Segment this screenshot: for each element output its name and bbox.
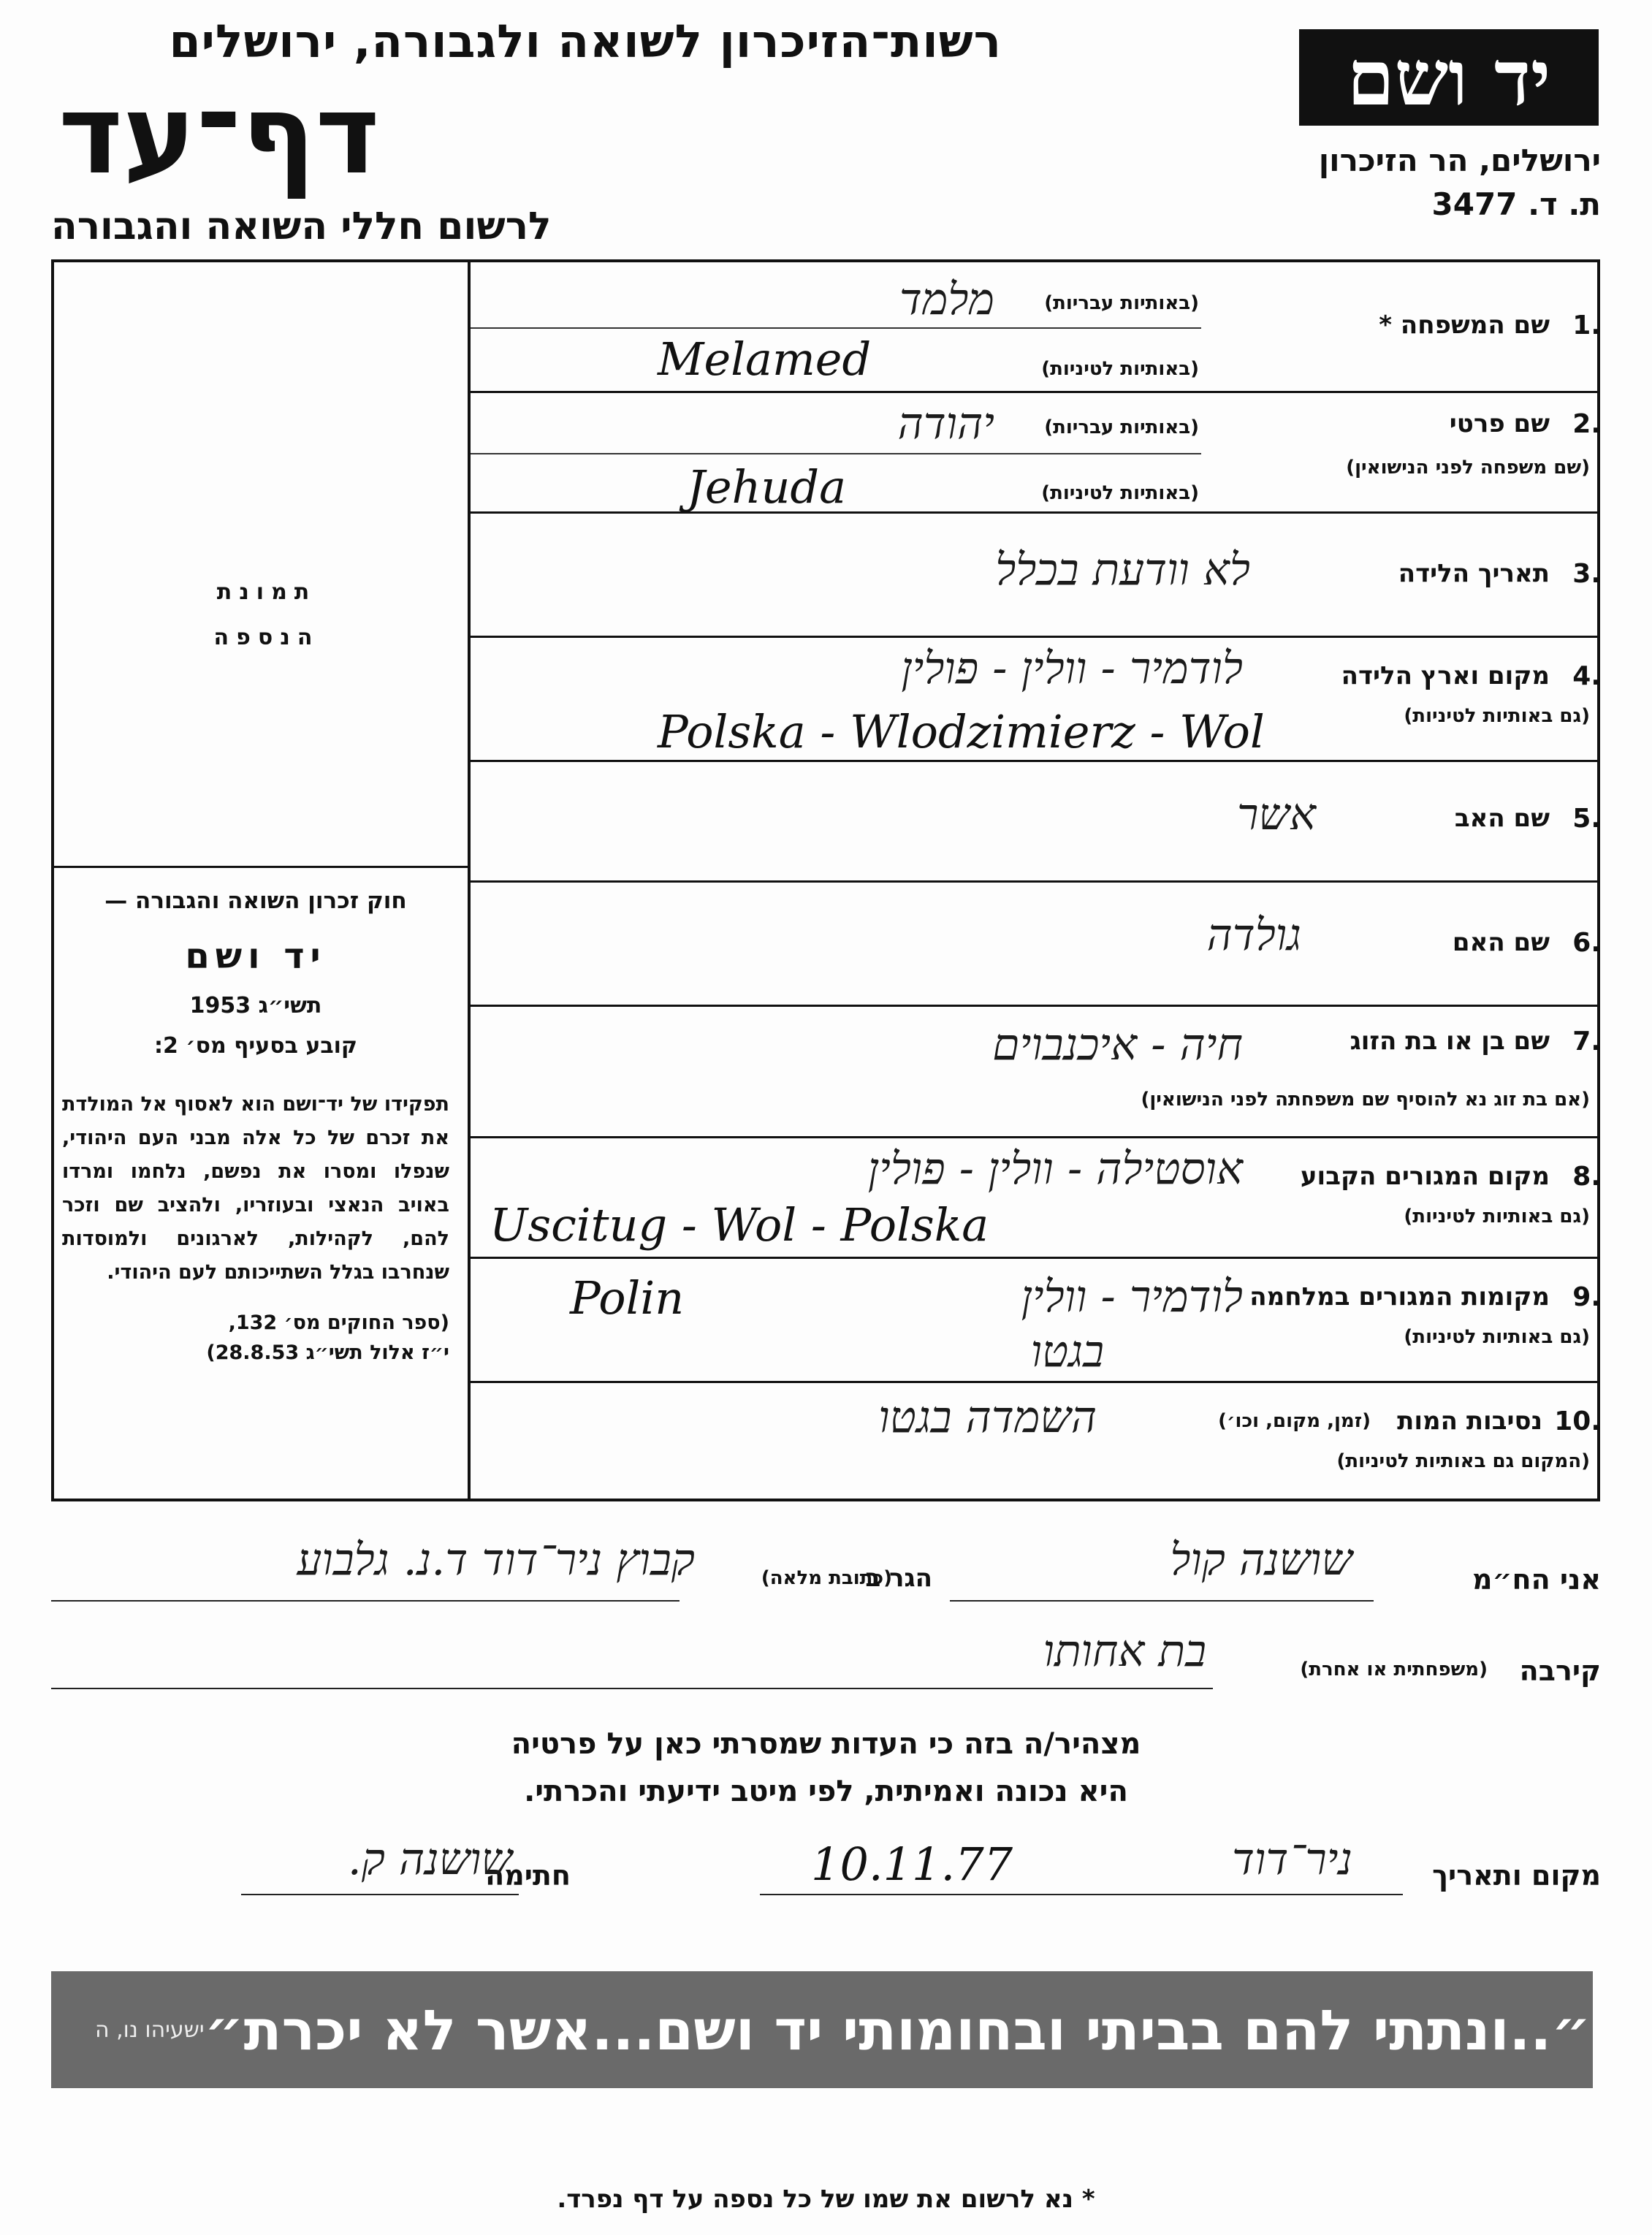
field-4-note: (גם באותיות לטיניות) bbox=[1404, 705, 1590, 727]
resides-label: הגר ב bbox=[865, 1564, 932, 1593]
row-separator bbox=[471, 760, 1600, 762]
relation-label: קירבה bbox=[1519, 1655, 1601, 1687]
field-6-label: שם האם bbox=[1452, 928, 1550, 957]
address-line-2: ת. ד. 3477 bbox=[1431, 186, 1601, 222]
signature-line bbox=[241, 1894, 519, 1895]
field-10-value[interactable]: השמדה בגטו bbox=[878, 1392, 1097, 1443]
field-4-latin-value[interactable]: Polska - Wlodzimierz - Wol bbox=[658, 705, 1265, 758]
address-line bbox=[51, 1600, 680, 1602]
field-8-latin-value[interactable]: Uscitug - Wol - Polska bbox=[490, 1198, 989, 1252]
row-separator bbox=[471, 1381, 1600, 1383]
field-9-note: (גם באותיות לטיניות) bbox=[1404, 1326, 1590, 1348]
writing-line bbox=[471, 327, 1201, 329]
relation-line bbox=[51, 1688, 1213, 1689]
field-7-number: 7. bbox=[1572, 1027, 1601, 1056]
place-value[interactable]: ניר־דוד bbox=[1232, 1834, 1352, 1885]
field-2-hebrew-hint: (באותיות עבריות) bbox=[1044, 416, 1199, 438]
law-reference-2: י״ז אלול תשי״ג 28.8.53) bbox=[206, 1341, 449, 1364]
field-7-label: שם בן או בת הזוג bbox=[1350, 1027, 1550, 1056]
field-5-number: 5. bbox=[1572, 804, 1601, 834]
law-text: תפקידו של יד־ושם הוא לאסוף אל המולדת את זכרם של כל אלה מבני העם היהודי, שנפלו ומסרו את נפשם, נלחמו ומרדו באויב הנאצי ובעוזריו, ולהציב שם וזכר להם, לקהילות, לארגונים ולמוסדות שנחרבו בגלל השתייכותם לעם היהודי. bbox=[62, 1093, 449, 1284]
law-section: קובע בסעיף מס׳ 2: bbox=[153, 1033, 358, 1059]
signature-label: חתימה bbox=[485, 1859, 571, 1892]
field-2-latin-value[interactable]: Jehuda bbox=[687, 460, 847, 514]
field-9-extra-value[interactable]: בגטו bbox=[1030, 1326, 1104, 1377]
place-date-line bbox=[760, 1894, 1403, 1895]
date-value[interactable]: 10.11.77 bbox=[811, 1838, 1013, 1891]
field-7-value[interactable]: חיה - איכנבוים bbox=[992, 1019, 1243, 1070]
address-hint: (כתובת מלאה) bbox=[761, 1567, 892, 1589]
address-value[interactable]: קבוץ ניר־דוד ד.נ. גלבוע bbox=[297, 1534, 695, 1585]
field-2-label: שם פרטי bbox=[1449, 409, 1550, 438]
row-separator bbox=[471, 1257, 1600, 1259]
field-1-hebrew-hint: (באותיות עבריות) bbox=[1044, 292, 1199, 314]
field-4-hebrew-value[interactable]: לודמיר - וולין - פולין bbox=[901, 643, 1243, 694]
address-line-1: ירושלים, הר הזיכרון bbox=[1318, 142, 1601, 178]
field-8-hebrew-value[interactable]: אוסטילה - וולין - פולין bbox=[867, 1143, 1243, 1195]
form-subtitle: לרשום חללי השואה והגבורה bbox=[51, 205, 552, 248]
quote-source: ישעיהו נו, ה bbox=[95, 2017, 205, 2043]
field-6-value[interactable]: גולדה bbox=[1206, 910, 1301, 961]
name-line bbox=[950, 1600, 1374, 1602]
relation-value[interactable]: בת אחותו bbox=[1043, 1626, 1206, 1677]
law-title: חוק זכרון השואה והגבורה — bbox=[104, 888, 407, 914]
field-10-hint: (זמן, מקום, וכו׳) bbox=[1218, 1410, 1371, 1432]
field-2-note: (שם משפחה לפני הנישואין) bbox=[1346, 457, 1590, 479]
field-8-number: 8. bbox=[1572, 1162, 1601, 1192]
field-7-note: (אם בת זוג נא להוסיף שם משפחתה לפני הנישואין) bbox=[1141, 1089, 1590, 1111]
field-9-number: 9. bbox=[1572, 1282, 1601, 1312]
field-1-latin-hint: (באותיות לטיניות) bbox=[1041, 358, 1199, 380]
statement-line-2: היא נכונה ואמיתית, לפי מיטב ידיעתי והכרתי. bbox=[524, 1775, 1128, 1808]
declarant-name-value[interactable]: שושנה קול bbox=[1170, 1534, 1352, 1585]
law-year: תשי״ג 1953 bbox=[189, 993, 322, 1018]
field-8-note: (גם באותיות לטיניות) bbox=[1404, 1206, 1590, 1227]
row-separator bbox=[471, 391, 1600, 393]
law-name: יד ושם bbox=[185, 936, 327, 977]
organization-title: רשות־הזיכרון לשואה ולגבורה, ירושלים bbox=[169, 15, 1002, 68]
quote-text: ״..ונתתי להם בביתי ובחומותי יד ושם...אשר לא יכרת״ bbox=[204, 1997, 1591, 2063]
row-separator bbox=[471, 511, 1600, 514]
field-4-number: 4. bbox=[1572, 661, 1601, 691]
field-3-number: 3. bbox=[1572, 559, 1601, 589]
field-8-label: מקום המגורים הקבוע bbox=[1300, 1162, 1550, 1191]
field-10-label: נסיבות המות bbox=[1397, 1406, 1542, 1436]
field-3-value[interactable]: לא וודעת בכלל bbox=[995, 544, 1250, 595]
row-separator bbox=[471, 636, 1600, 638]
field-1-label: שם המשפחה * bbox=[1379, 311, 1550, 340]
row-separator bbox=[471, 880, 1600, 883]
relation-hint: (משפחתית או אחרת) bbox=[1300, 1659, 1488, 1680]
field-10-number: 10. bbox=[1554, 1406, 1601, 1436]
field-1-latin-value[interactable]: Melamed bbox=[658, 332, 872, 386]
field-6-number: 6. bbox=[1572, 928, 1601, 958]
place-date-label: מקום ותאריך bbox=[1432, 1859, 1601, 1892]
field-4-label: מקום וארץ הלידה bbox=[1341, 661, 1550, 690]
signature-value[interactable]: שושנה ק. bbox=[347, 1834, 512, 1885]
statement-line-1: מצהיר/ה בזה כי העדות שמסרתי כאן על פרטיה bbox=[511, 1727, 1141, 1761]
photo-placeholder: תמונת הנספה bbox=[213, 579, 320, 650]
field-9-hebrew-value[interactable]: לודמיר - וולין bbox=[1021, 1271, 1243, 1322]
left-panel-divider bbox=[51, 866, 471, 868]
row-separator bbox=[471, 1005, 1600, 1007]
logo-text: יד ושם bbox=[1347, 32, 1551, 123]
quote-banner bbox=[51, 1971, 1593, 2088]
field-10-note: (המקום גם באותיות לטיניות) bbox=[1336, 1450, 1590, 1472]
form-title: דף־עד bbox=[58, 72, 380, 199]
declarant-label: אני הח״מ bbox=[1472, 1564, 1601, 1596]
field-1-number: 1. bbox=[1572, 311, 1601, 340]
field-2-latin-hint: (באותיות לטיניות) bbox=[1041, 482, 1199, 504]
field-1-hebrew-value[interactable]: מלמד bbox=[899, 274, 994, 325]
footnote: * נא לרשום את שמו של כל נספה על דף נפרד. bbox=[557, 2185, 1095, 2214]
field-5-label: שם האב bbox=[1454, 804, 1550, 833]
row-separator bbox=[471, 1136, 1600, 1138]
field-9-latin-value[interactable]: Polin bbox=[570, 1271, 685, 1325]
field-2-hebrew-value[interactable]: יהודה bbox=[897, 398, 994, 449]
writing-line bbox=[471, 453, 1201, 454]
field-3-label: תאריך הלידה bbox=[1398, 559, 1550, 588]
law-reference-1: (ספר החוקים מס׳ 132, bbox=[228, 1311, 449, 1334]
field-5-value[interactable]: אשר bbox=[1237, 789, 1316, 840]
yad-vashem-logo bbox=[1299, 29, 1599, 126]
field-2-number: 2. bbox=[1572, 409, 1601, 439]
field-9-label: מקומות המגורים במלחמה bbox=[1249, 1282, 1550, 1311]
law-block bbox=[62, 888, 449, 1364]
